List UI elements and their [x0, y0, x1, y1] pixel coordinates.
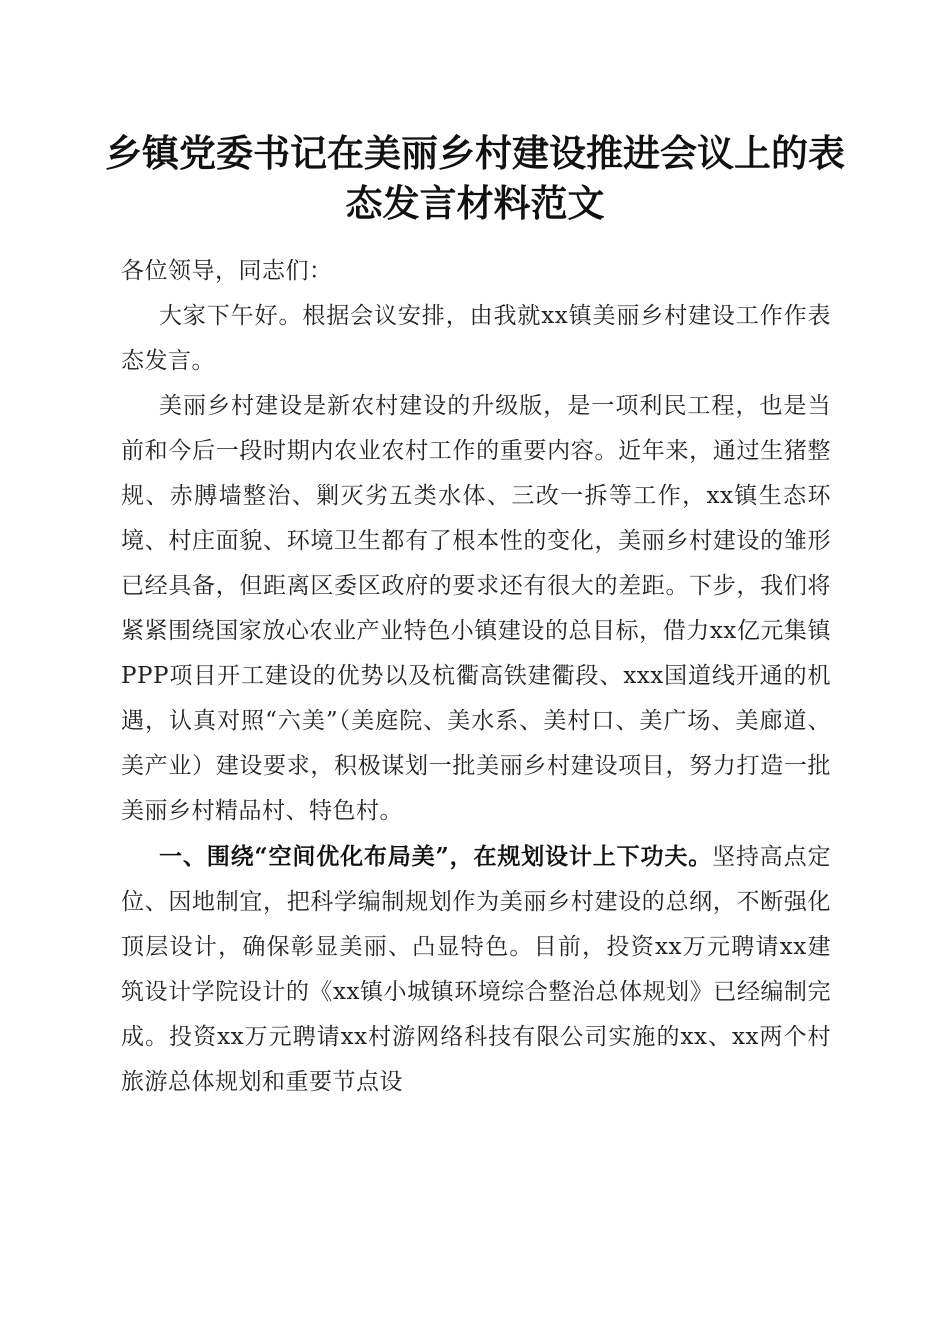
- document-title: 乡镇党委书记在美丽乡村建设推进会议上的表态发言材料范文: [105, 131, 845, 225]
- paragraph-opening: 大家下午好。根据会议安排，由我就xx镇美丽乡村建设工作作表态发言。: [121, 303, 831, 374]
- document-body: [121, 249, 831, 1105]
- section-one-text: 坚持高点定位、因地制宜，把科学编制规划作为美丽乡村建设的总纲，不断强化顶层设计，确保彰显美丽、凸显特色。目前，投资xx万元聘请xx建筑设计学院设计的《xx镇小城镇环境综合整治总体规划》已经编制完成。投资xx万元聘请xx村游网络科技有限公司实施的xx、xx两个村旅游总体规划和重要节点设: [121, 844, 831, 1095]
- section-one-heading: 一、围绕“空间优化布局美”，在规划设计上下功夫。: [159, 843, 713, 870]
- paragraph-overview: 美丽乡村建设是新农村建设的升级版，是一项利民工程，也是当前和今后一段时期内农业农村工作的重要内容。近年来，通过生猪整规、赤膊墙整治、剿灭劣五类水体、三改一拆等工作，xx镇生态环境、村庄面貌、环境卫生都有了根本性的变化，美丽乡村建设的雏形已经具备，但距离区委区政府的要求还有很大的差距。下步，我们将紧紧围绕国家放心农业产业特色小镇建设的总目标，借力xx亿元集镇PPP项目开工建设的优势以及杭衢高铁建衢段、xxx国道线开通的机遇，认真对照“六美”（美庭院、美水系、美村口、美广场、美廊道、美产业）建设要求，积极谋划一批美丽乡村建设项目，努力打造一批美丽乡村精品村、特色村。: [121, 393, 831, 824]
- section-one-paragraph: [121, 834, 831, 1105]
- salutation: 各位领导，同志们：: [121, 258, 333, 284]
